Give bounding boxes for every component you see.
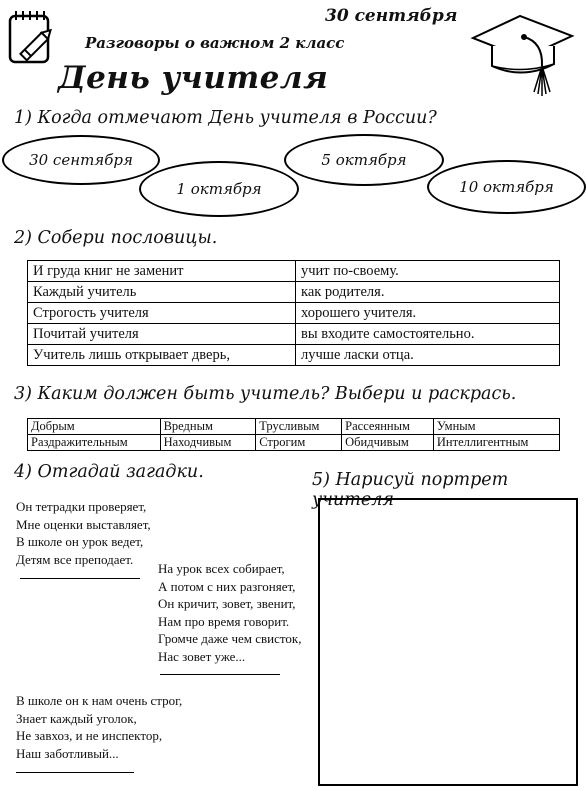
quality-cell[interactable]: Раздражительным — [28, 435, 161, 451]
lesson-subtitle: Разговоры о важном 2 класс — [85, 34, 345, 52]
answer-option-4[interactable] — [427, 160, 586, 214]
answer-line-2[interactable] — [160, 674, 280, 675]
riddle-line: На урок всех собирает, — [158, 561, 285, 576]
riddle-line: Нам про время говорит. — [158, 613, 290, 629]
question-2-text: Собери пословицы. — [37, 228, 218, 248]
table-row — [28, 261, 560, 282]
qualities-table — [27, 418, 560, 451]
riddle-line: Не завхоз, и не инспектор, — [16, 728, 163, 743]
proverbs-table — [27, 260, 560, 366]
question-3-text: Каким должен быть учитель? Выбери и раскрась. — [37, 384, 517, 404]
answer-line-3[interactable] — [16, 772, 134, 773]
riddle-line: Громче даже чем свисток, — [158, 631, 302, 646]
riddle-line: А потом с них разгоняет, — [158, 578, 296, 594]
answer-line-1[interactable] — [20, 578, 140, 579]
riddle-line: Детям все преподает. — [16, 551, 134, 567]
answer-option-3[interactable] — [284, 134, 444, 186]
question-4-number: 4) — [14, 462, 32, 482]
question-1-text: Когда отмечают День учителя в России? — [37, 108, 437, 128]
riddle-1 — [16, 498, 151, 568]
riddle-line: Нас зовет уже... — [158, 648, 246, 664]
question-5-text: Нарисуй портрет учителя — [312, 470, 509, 510]
quality-cell[interactable]: Рассеянным — [342, 419, 434, 435]
lesson-date: 30 сентября — [325, 6, 458, 26]
question-3-number: 3) — [14, 384, 32, 404]
quality-cell[interactable]: Строгим — [256, 435, 342, 451]
proverb-end[interactable]: как родителя. — [296, 282, 560, 303]
answer-option-2[interactable] — [139, 161, 299, 217]
table-row — [28, 303, 560, 324]
table-row — [28, 282, 560, 303]
riddle-2 — [158, 560, 301, 665]
question-5-number: 5) — [312, 470, 330, 490]
page-title: День учителя — [58, 60, 329, 96]
quality-cell[interactable]: Интеллигентным — [433, 435, 559, 451]
riddle-line: Знает каждый уголок, — [16, 710, 137, 726]
proverb-start[interactable]: И груда книг не заменит — [28, 261, 296, 282]
table-row — [28, 345, 560, 366]
riddle-line: Он тетрадки проверяет, — [16, 499, 147, 514]
answer-option-1[interactable] — [2, 135, 160, 185]
answer-option-label: 10 октября — [459, 178, 554, 196]
answer-option-label: 1 октября — [176, 180, 262, 198]
table-row — [28, 324, 560, 345]
question-4-heading — [14, 462, 204, 482]
quality-cell[interactable]: Обидчивым — [342, 435, 434, 451]
graduation-cap-icon — [468, 8, 578, 100]
proverb-end[interactable]: вы входите самостоятельно. — [296, 324, 560, 345]
proverb-start[interactable]: Почитай учителя — [28, 324, 296, 345]
quality-cell[interactable]: Находчивым — [160, 435, 256, 451]
question-4-text: Отгадай загадки. — [37, 462, 204, 482]
riddle-line: Он кричит, зовет, звенит, — [158, 596, 296, 611]
question-1-number: 1) — [14, 108, 32, 128]
riddle-line: В школе он к нам очень строг, — [16, 693, 183, 708]
proverb-end[interactable]: хорошего учителя. — [296, 303, 560, 324]
answer-option-label: 5 октября — [321, 151, 407, 169]
quality-cell[interactable]: Умным — [433, 419, 559, 435]
riddle-line: Наш заботливый... — [16, 745, 119, 761]
table-row — [28, 419, 560, 435]
table-row — [28, 435, 560, 451]
proverb-start[interactable]: Строгость учителя — [28, 303, 296, 324]
quality-cell[interactable]: Трусливым — [256, 419, 342, 435]
question-2-heading — [14, 228, 217, 248]
riddle-line: В школе он урок ведет, — [16, 534, 144, 549]
portrait-drawing-frame[interactable] — [318, 498, 578, 786]
riddle-line: Мне оценки выставляет, — [16, 516, 151, 532]
question-3-heading — [14, 384, 516, 404]
proverb-end[interactable]: учит по-своему. — [296, 261, 560, 282]
proverb-start[interactable]: Каждый учитель — [28, 282, 296, 303]
quality-cell[interactable]: Добрым — [28, 419, 161, 435]
question-1-heading — [14, 108, 437, 128]
quality-cell[interactable]: Вредным — [160, 419, 256, 435]
proverb-start[interactable]: Учитель лишь открывает дверь, — [28, 345, 296, 366]
notepad-pencil-icon — [6, 8, 58, 66]
riddle-3 — [16, 692, 182, 762]
answer-option-label: 30 сентября — [29, 151, 133, 169]
proverb-end[interactable]: лучше ласки отца. — [296, 345, 560, 366]
question-2-number: 2) — [14, 228, 32, 248]
